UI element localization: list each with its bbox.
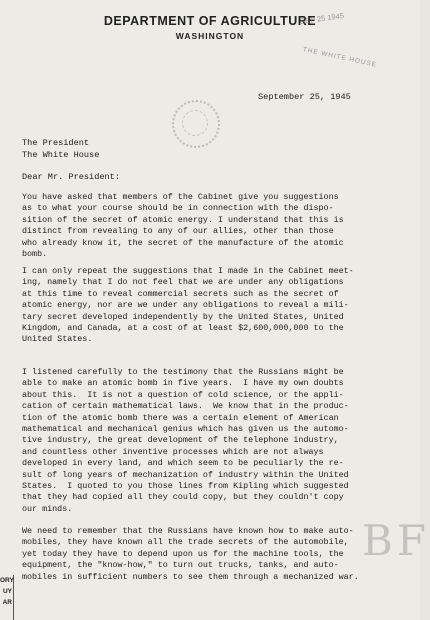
recipient-line-2: The White House [22, 150, 100, 160]
text-line: sition of the secret of atomic energy. I understand that this is [22, 214, 344, 225]
text-line: ing, namely that I do not feel that we are under any obligations [22, 277, 344, 288]
text-line: about this. It is not a question of cold science, or the appli- [22, 389, 344, 400]
letter-date: September 25, 1945 [258, 92, 351, 102]
text-line: sult of long years of mechanization of industry within the United [22, 469, 349, 480]
text-line: that they had copied all they could copy, but they couldn't copy [22, 492, 344, 503]
recipient-line-1: The President [22, 138, 90, 148]
margin-note-line: ORY [0, 577, 14, 584]
paragraph-3 [22, 367, 414, 515]
text-line: We need to remember that the Russians have known how to make auto- [22, 526, 354, 536]
margin-note [0, 575, 14, 620]
salutation: Dear Mr. President: [22, 172, 120, 182]
text-line: and countless other inventive processes which are not always [22, 446, 324, 457]
text-line: mobiles in sufficient numbers to see them through a mechanized war. [22, 571, 359, 582]
paragraph-4 [22, 526, 414, 583]
text-line: I listened carefully to the testimony that the Russians might be [22, 367, 344, 377]
circular-seal-icon [172, 100, 220, 148]
received-date-stamp: SEP 25 1945 [299, 10, 345, 27]
text-line: mobiles, they have known all the trade secrets of the automobile, [22, 537, 349, 548]
paragraph-1 [22, 192, 414, 260]
text-line: United States. [22, 334, 93, 345]
paragraph-2 [22, 266, 414, 346]
text-line: able to make an atomic bomb in five years. I have my own doubts [22, 378, 344, 389]
text-line: atomic energy, nor are we under any obligations to reveal a mili- [22, 300, 349, 311]
text-line: as to what your course should be in connection with the dispo- [22, 203, 334, 214]
text-line: tion of the atomic bomb there was a certain element of American [22, 412, 339, 423]
text-line: developed in every land, and which seem to be peculiarly the re- [22, 458, 344, 469]
text-line: tive industry, the great development of the telephone industry, [22, 435, 339, 446]
text-line: who already know it, the secret of the manufacture of the atomic [22, 237, 344, 248]
text-line: mathematical and mechanical genius which has given us the automo- [22, 424, 349, 435]
white-house-stamp: THE WHITE HOUSE [302, 46, 378, 69]
text-line: cation of certain mathematical laws. We know that in the produc- [22, 401, 349, 412]
margin-note-line: UY [2, 588, 12, 595]
text-line: bomb. [22, 249, 48, 260]
text-line: Kingdom, and Canada, at a cost of at least $2,600,000,000 to the [22, 323, 344, 334]
text-line: yet today they have to depend upon us for the machine tools, the [22, 548, 344, 559]
handwritten-initials: BF [362, 516, 430, 565]
letterhead-department: DEPARTMENT OF AGRICULTURE [103, 14, 317, 28]
text-line: at this time to reveal commercial secrets such as the secret of [22, 288, 339, 299]
text-line: equipment, the "know-how," to turn out trucks, tanks, and auto- [22, 560, 339, 571]
text-line: tary secret developed independently by the United States, United [22, 311, 344, 322]
text-line: our minds. [22, 503, 73, 514]
text-line: distinct from revealing to any of our allies, other than those [22, 226, 334, 237]
margin-note-line: AR [2, 599, 12, 606]
text-line: You have asked that members of the Cabinet give you suggestions [22, 192, 339, 202]
text-line: I can only repeat the suggestions that I made in the Cabinet meet- [22, 266, 354, 276]
letterhead-city: WASHINGTON [175, 31, 245, 41]
text-line: States. I quoted to you those lines from Kipling which suggested [22, 481, 349, 492]
